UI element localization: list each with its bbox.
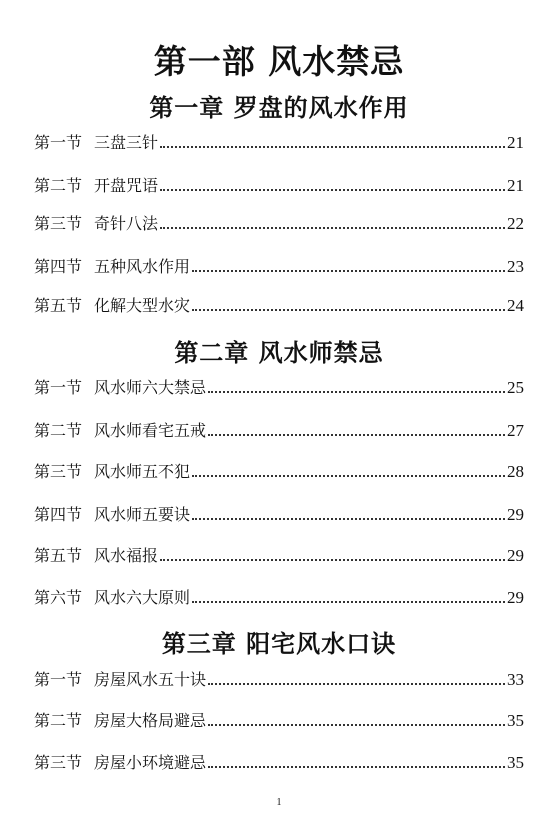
section-number: 第二节 [34,176,83,195]
section-title: 风水师五不犯 [94,462,191,481]
page-number: 29 [507,588,524,607]
dot-leader [160,189,505,191]
dot-leader [160,227,505,229]
section-title: 风水师看宅五戒 [94,421,207,440]
toc-entry[interactable] [34,749,524,773]
page-number: 25 [507,378,524,397]
page-number: 33 [507,670,524,689]
page-number: 35 [507,711,524,730]
dot-leader [160,559,505,561]
page-number: 22 [507,214,524,233]
page-number: 27 [507,421,524,440]
toc-entry[interactable] [34,292,524,316]
dot-leader [208,766,505,768]
section-title: 风水师六大禁忌 [94,378,207,397]
page-number: 24 [507,296,524,315]
toc-entry[interactable] [34,501,524,525]
page-number: 21 [507,176,524,195]
section-title: 化解大型水灾 [94,296,191,315]
section-number: 第三节 [34,214,83,233]
page-number: 29 [507,546,524,565]
section-title: 五种风水作用 [94,257,191,276]
dot-leader [192,309,505,311]
page-folio: 1 [276,797,282,808]
section-number: 第五节 [34,546,83,565]
section-number: 第三节 [34,753,83,772]
section-number: 第三节 [34,462,83,481]
toc-entry[interactable] [34,374,524,398]
page-number: 28 [507,462,524,481]
toc-entry[interactable] [34,417,524,441]
section-number: 第二节 [34,711,83,730]
toc-entry[interactable] [34,210,524,234]
chapter-title: 第二章 风水师禁忌 [174,338,384,367]
toc-entry[interactable] [34,253,524,277]
page-number: 23 [507,257,524,276]
section-number: 第五节 [34,296,83,315]
section-number: 第一节 [34,378,83,397]
page-number: 35 [507,753,524,772]
toc-entry[interactable] [34,129,524,153]
section-title: 风水六大原则 [94,588,191,607]
dot-leader [208,391,505,393]
toc-entry[interactable] [34,584,524,608]
page-number: 29 [507,505,524,524]
section-title: 房屋大格局避忌 [94,711,207,730]
dot-leader [192,518,505,520]
section-title: 风水师五要诀 [94,505,191,524]
section-title: 开盘咒语 [94,176,159,195]
section-number: 第二节 [34,421,83,440]
chapter-title: 第三章 阳宅风水口诀 [161,629,397,658]
dot-leader [192,270,505,272]
dot-leader [208,683,505,685]
toc-entry[interactable] [34,172,524,196]
page-number: 21 [507,133,524,152]
toc-entry[interactable] [34,666,524,690]
toc-entry[interactable] [34,458,524,482]
section-title: 奇针八法 [94,214,159,233]
section-number: 第四节 [34,505,83,524]
section-title: 三盘三针 [94,133,159,152]
part-title: 第一部 风水禁忌 [153,42,405,81]
dot-leader [192,601,505,603]
toc-entry[interactable] [34,707,524,731]
dot-leader [160,146,505,148]
section-title: 风水福报 [94,546,159,565]
section-number: 第一节 [34,670,83,689]
section-number: 第一节 [34,133,83,152]
section-number: 第四节 [34,257,83,276]
section-title: 房屋风水五十诀 [94,670,207,689]
section-title: 房屋小环境避忌 [94,753,207,772]
chapter-title: 第一章 罗盘的风水作用 [149,93,409,122]
dot-leader [208,724,505,726]
dot-leader [208,434,505,436]
toc-entry[interactable] [34,542,524,566]
section-number: 第六节 [34,588,83,607]
dot-leader [192,475,505,477]
